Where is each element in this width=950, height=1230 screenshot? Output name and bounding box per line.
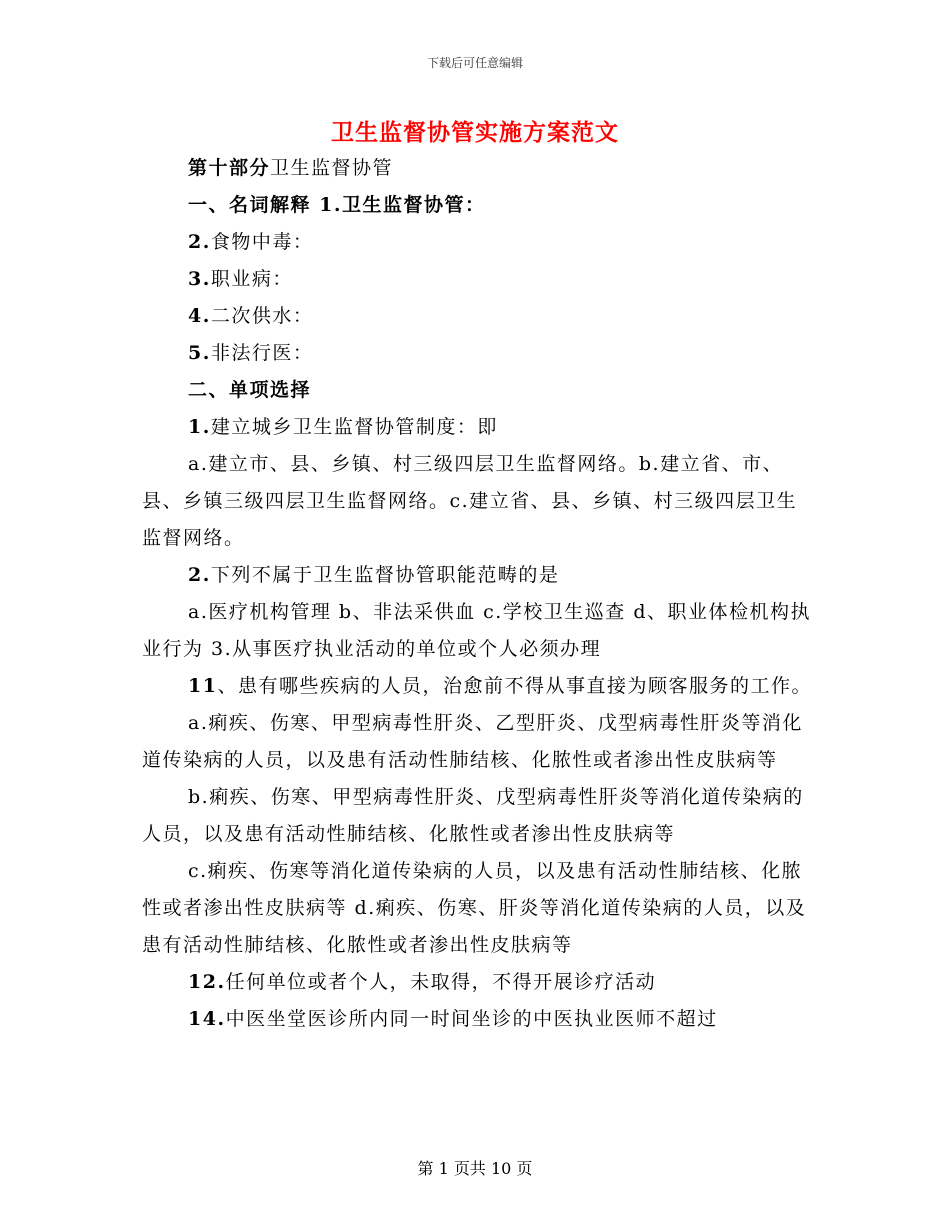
- section-heading: 二、单项选择: [188, 379, 312, 401]
- paragraph-text: 、患有哪些疾病的人员，治愈前不得从事直接为顾客服务的工作。: [217, 675, 812, 697]
- paragraph-text: 食物中毒：: [210, 231, 314, 253]
- paragraph: [142, 668, 812, 705]
- paragraph: b.痢疾、伤寒、甲型病毒性肝炎、戊型病毒性肝炎等消化道传染病的人员，以及患有活动性肺结核、化脓性或者渗出性皮肤病等: [142, 786, 804, 845]
- paragraph-bold: 第十部分: [188, 157, 271, 179]
- item-number: 5.: [188, 342, 211, 364]
- paragraph: a.医疗机构管理 b、非法采供血 c.学校卫生巡查 d、职业体检机构执业行为 3.从事医疗执业活动的单位或个人必须办理: [142, 601, 811, 660]
- item-number: 14.: [188, 1008, 226, 1030]
- paragraph: [142, 964, 812, 1001]
- paragraph: [142, 298, 812, 335]
- paragraph: [142, 409, 812, 446]
- section-heading: 一、名词解释 1.卫生监督协管：: [188, 194, 486, 216]
- header-note: 下载后可任意编辑: [426, 56, 523, 70]
- paragraph: [142, 261, 812, 298]
- paragraph: [142, 224, 812, 261]
- item-number: 2.: [188, 231, 211, 253]
- paragraph-text: 任何单位或者个人，未取得，不得开展诊疗活动: [225, 971, 657, 993]
- item-number: 3.: [188, 268, 211, 290]
- item-number: 2.: [188, 564, 211, 586]
- paragraph-text: 二次供水：: [210, 305, 314, 327]
- paragraph: [142, 335, 812, 372]
- item-number: 4.: [188, 305, 211, 327]
- item-number: 12.: [188, 971, 226, 993]
- paragraph: c.痢疾、伤寒等消化道传染病的人员，以及患有活动性肺结核、化脓性或者渗出性皮肤病等 d.痢疾、伤寒、肝炎等消化道传染病的人员，以及患有活动性肺结核、化脓性或者渗出性皮肤病等: [142, 860, 807, 956]
- paragraph-text: 卫生监督协管: [270, 157, 394, 179]
- item-number: 1.: [188, 416, 211, 438]
- page-footer: 第 1 页共 10 页: [417, 1159, 533, 1178]
- item-number: 11: [188, 675, 218, 697]
- document-title: 卫生监督协管实施方案范文: [331, 119, 619, 146]
- paragraph-text: 中医坐堂医诊所内同一时间坐诊的中医执业医师不超过: [225, 1008, 718, 1030]
- paragraph: a.痢疾、伤寒、甲型病毒性肝炎、乙型肝炎、戊型病毒性肝炎等消化道传染病的人员，以及患有活动性肺结核、化脓性或者渗出性皮肤病等: [142, 712, 803, 771]
- paragraph: [142, 1001, 812, 1038]
- paragraph-text: 建立城乡卫生监督协管制度：即: [210, 416, 498, 438]
- paragraph: a.建立市、县、乡镇、村三级四层卫生监督网络。b.建立省、市、县、乡镇三级四层卫生监督网络。c.建立省、县、乡镇、村三级四层卫生监督网络。: [142, 453, 798, 549]
- paragraph-text: 职业病：: [210, 268, 293, 290]
- paragraph-text: 非法行医：: [210, 342, 314, 364]
- paragraph-text: 下列不属于卫生监督协管职能范畴的是: [210, 564, 560, 586]
- paragraph: [142, 557, 812, 594]
- paragraph: [142, 150, 812, 187]
- document-body: [142, 150, 812, 1038]
